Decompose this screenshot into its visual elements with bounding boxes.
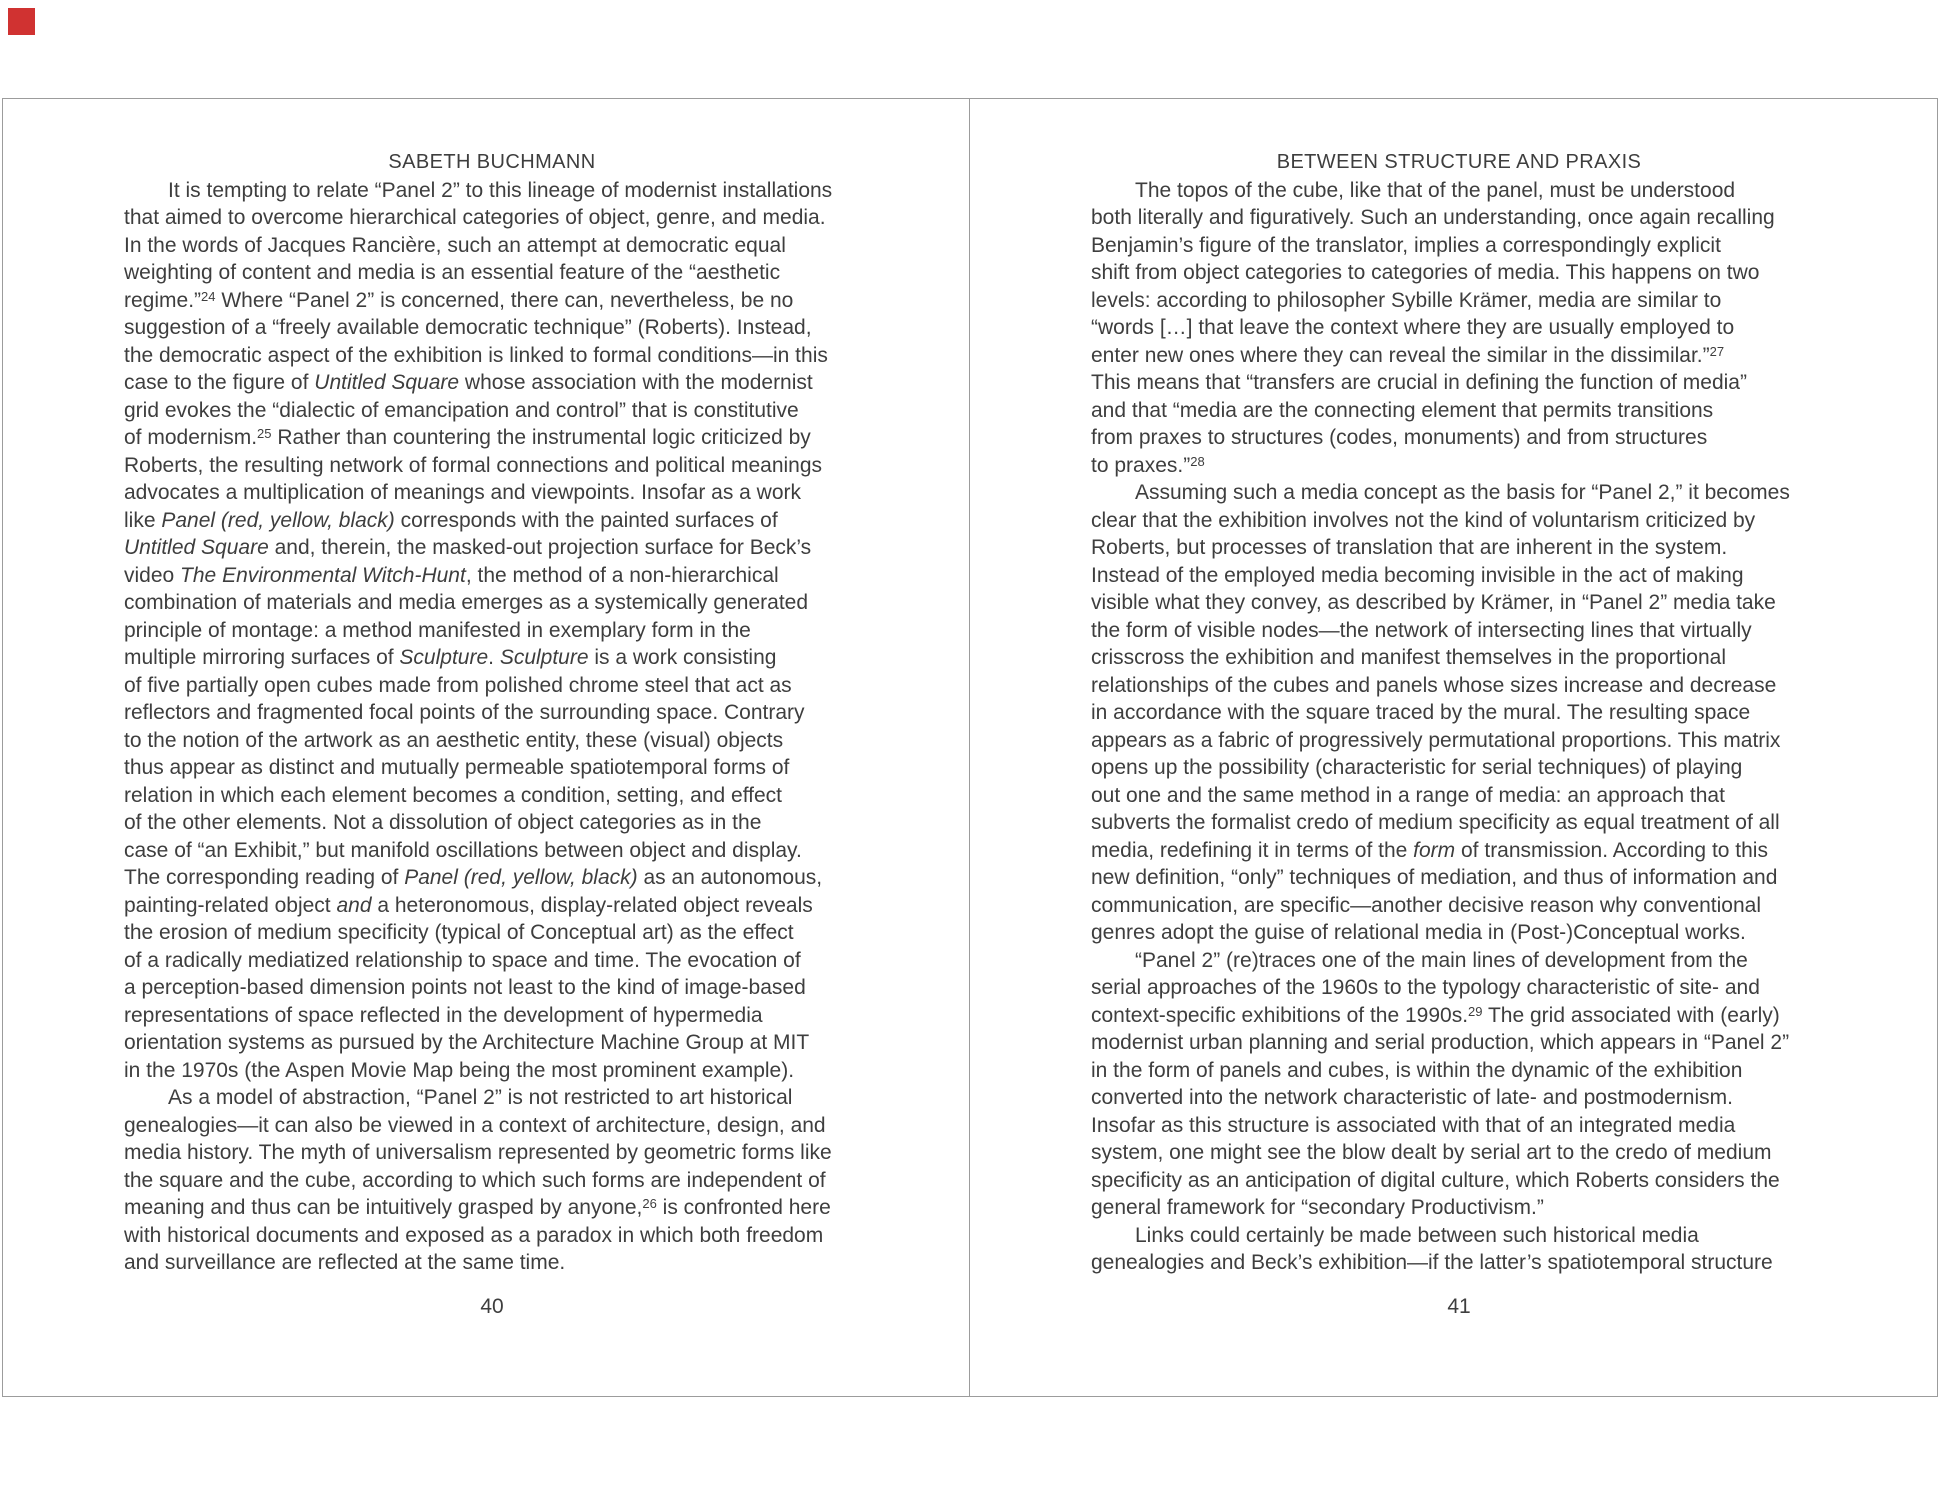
text-line: “Panel 2” (re)traces one of the main lines of development from the [1135,948,1748,972]
left-page-number: 40 [480,1294,504,1318]
text-line: It is tempting to relate “Panel 2” to this lineage of modernist installations [168,178,833,202]
text-line: serial approaches of the 1960s to the typology characteristic of site- and [1091,976,1760,999]
text-line: out one and the same method in a range of media: an approach that [1091,783,1725,807]
text-line: of a radically mediatized relationship to space and time. The evocation of [124,948,801,972]
text-line: video The Environmental Witch-Hunt, the method of a non-hierarchical [124,563,779,587]
text-line: a perception-based dimension points not least to the kind of image-based [124,976,806,999]
text-line: meaning and thus can be intuitively grasped by anyone,$^{26}$ is confronted here [124,1196,831,1219]
text-line: multiple mirroring surfaces of Sculpture. Sculpture is a work consisting [124,646,777,669]
text-line: crisscross the exhibition and manifest themselves in the proportional [1091,646,1726,669]
text-line: system, one might see the blow dealt by serial art to the credo of medium [1091,1141,1772,1164]
text-line: communication, are specific—another decisive reason why conventional [1091,893,1762,917]
text-line: representations of space reflected in the development of hypermedia [124,1003,763,1027]
text-line: The topos of the cube, like that of the panel, must be understood [1135,178,1736,202]
text-line: Instead of the employed media becoming invisible in the act of making [1091,563,1744,587]
footnote-reference: 28 [1190,453,1205,469]
text-line: suggestion of a “freely available democratic technique” (Roberts). Instead, [124,316,812,339]
right-page-running-header: BETWEEN STRUCTURE AND PRAXIS [1276,151,1642,173]
text-line: genres adopt the guise of relational media in (Post-)Conceptual works. [1091,921,1746,944]
text-line: Links could certainly be made between such historical media [1135,1223,1699,1247]
footnote-reference: 25 [257,426,272,441]
text-line: Assuming such a media concept as the basis for “Panel 2,” it becomes [1135,481,1790,504]
right-page-content [1091,99,1827,1320]
text-line: the democratic aspect of the exhibition is linked to formal conditions—in this [124,343,828,367]
right-page [970,99,1937,1396]
text-line: like Panel (red, yellow, black) corresponds with the painted surfaces of [124,508,778,532]
text-line: of the other elements. Not a dissolution of object categories as in the [124,811,762,834]
text-line: to praxes.”$^{28}$ [1091,453,1205,477]
footnote-reference: 27 [1709,343,1725,359]
text-line: media history. The myth of universalism represented by geometric forms like [124,1141,832,1164]
text-line: both literally and figuratively. Such an understanding, once again recalling [1091,206,1775,229]
text-line: new definition, “only” techniques of mediation, and thus of information and [1091,866,1778,889]
footnote-reference: 26 [642,1196,657,1211]
text-line: that aimed to overcome hierarchical categories of object, genre, and media. [124,206,826,229]
text-line: weighting of content and media is an essential feature of the “aesthetic [124,261,781,284]
text-line: and surveillance are reflected at the same time. [124,1251,566,1274]
text-line: Benjamin’s figure of the translator, implies a correspondingly explicit [1091,233,1721,257]
text-line: thus appear as distinct and mutually permeable spatiotemporal forms of [124,756,790,779]
text-line: converted into the network characteristic of late- and postmodernism. [1091,1086,1733,1109]
red-square-marker [8,8,35,35]
text-line: relation in which each element becomes a condition, setting, and effect [124,783,783,807]
text-line: genealogies—it can also be viewed in a context of architecture, design, and [124,1113,826,1137]
text-line: regime.”$^{24}$ Where “Panel 2” is concerned, there can, nevertheless, be no [124,288,794,312]
text-line: Roberts, but processes of translation that are inherent in the system. [1091,536,1728,559]
text-line: in the form of panels and cubes, is within the dynamic of the exhibition [1091,1058,1743,1082]
text-line: As a model of abstraction, “Panel 2” is not restricted to art historical [168,1086,793,1109]
book-spread [2,98,1938,1397]
text-line: specificity as an anticipation of digital culture, which Roberts considers the [1091,1168,1780,1192]
footnote-reference: 29 [1468,1003,1483,1019]
text-line: Roberts, the resulting network of formal connections and political meanings [124,453,823,477]
text-line: subverts the formalist credo of medium specificity as equal treatment of all [1091,811,1780,834]
text-line: case of “an Exhibit,” but manifold oscillations between object and display. [124,838,802,862]
text-line: media, redefining it in terms of the form of transmission. According to this [1091,838,1768,862]
text-line: with historical documents and exposed as a paradox in which both freedom [124,1223,824,1247]
text-line: orientation systems as pursued by the Architecture Machine Group at MIT [124,1031,810,1054]
text-line: combination of materials and media emerges as a systemically generated [124,591,809,614]
text-line: painting-related object and a heteronomous, display-related object reveals [124,893,813,917]
text-line: enter new ones where they can reveal the similar in the dissimilar.”$^{27}$ [1091,343,1725,367]
left-page-running-header: SABETH BUCHMANN [388,151,596,173]
text-line: levels: according to philosopher Sybille Krämer, media are similar to [1091,288,1722,312]
text-line: Insofar as this structure is associated with that of an integrated media [1091,1113,1736,1137]
text-line: In the words of Jacques Rancière, such an attempt at democratic equal [124,233,786,257]
text-line: the square and the cube, according to which such forms are independent of [124,1168,826,1192]
text-line: and that “media are the connecting element that permits transitions [1091,398,1714,422]
text-line: to the notion of the artwork as an aesthetic entity, these (visual) objects [124,728,784,752]
text-line: opens up the possibility (characteristic for serial techniques) of playing [1091,756,1743,779]
text-line: from praxes to structures (codes, monuments) and from structures [1091,426,1708,449]
text-line: modernist urban planning and serial production, which appears in “Panel 2” [1091,1031,1790,1054]
right-page-text-block [1091,177,1827,1277]
text-line: of modernism.$^{25}$ Rather than countering the instrumental logic criticized by [124,426,811,449]
text-line: in the 1970s (the Aspen Movie Map being the most prominent example). [124,1058,795,1082]
text-line: case to the figure of Untitled Square whose association with the modernist [124,371,813,394]
text-line: clear that the exhibition involves not the kind of voluntarism criticized by [1091,508,1756,532]
text-line: genealogies and Beck’s exhibition—if the latter’s spatiotemporal structure [1091,1251,1773,1274]
text-line: The corresponding reading of Panel (red, yellow, black) as an autonomous, [124,866,823,889]
text-line: principle of montage: a method manifested in exemplary form in the [124,618,751,642]
text-line: relationships of the cubes and panels whose sizes increase and decrease [1091,673,1777,697]
text-line: grid evokes the “dialectic of emancipation and control” that is constitutive [124,398,799,422]
text-line: This means that “transfers are crucial in defining the function of media” [1091,371,1747,394]
left-page-text-block [124,177,860,1277]
text-line: shift from object categories to categories of media. This happens on two [1091,261,1760,284]
text-line: context-specific exhibitions of the 1990s.$^{29}$ The grid associated with (early) [1091,1003,1780,1027]
text-line: visible what they convey, as described by Krämer, in “Panel 2” media take [1091,591,1776,614]
text-line: the erosion of medium specificity (typical of Conceptual art) as the effect [124,921,794,944]
text-line: the form of visible nodes—the network of intersecting lines that virtually [1091,618,1752,642]
text-line: general framework for “secondary Productivism.” [1091,1196,1544,1219]
text-line: “words […] that leave the context where they are usually employed to [1091,316,1735,339]
text-line: advocates a multiplication of meanings and viewpoints. Insofar as a work [124,481,802,504]
text-line: reflectors and fragmented focal points of the surrounding space. Contrary [124,701,805,724]
footnote-reference: 24 [201,288,216,304]
text-line: appears as a fabric of progressively permutational proportions. This matrix [1091,728,1781,752]
text-line: of five partially open cubes made from polished chrome steel that act as [124,673,792,697]
text-line: in accordance with the square traced by the mural. The resulting space [1091,701,1751,724]
text-line: Untitled Square and, therein, the masked-out projection surface for Beck’s [124,536,812,559]
left-page-content [124,99,860,1320]
left-page [3,99,970,1396]
right-page-number: 41 [1447,1294,1471,1318]
